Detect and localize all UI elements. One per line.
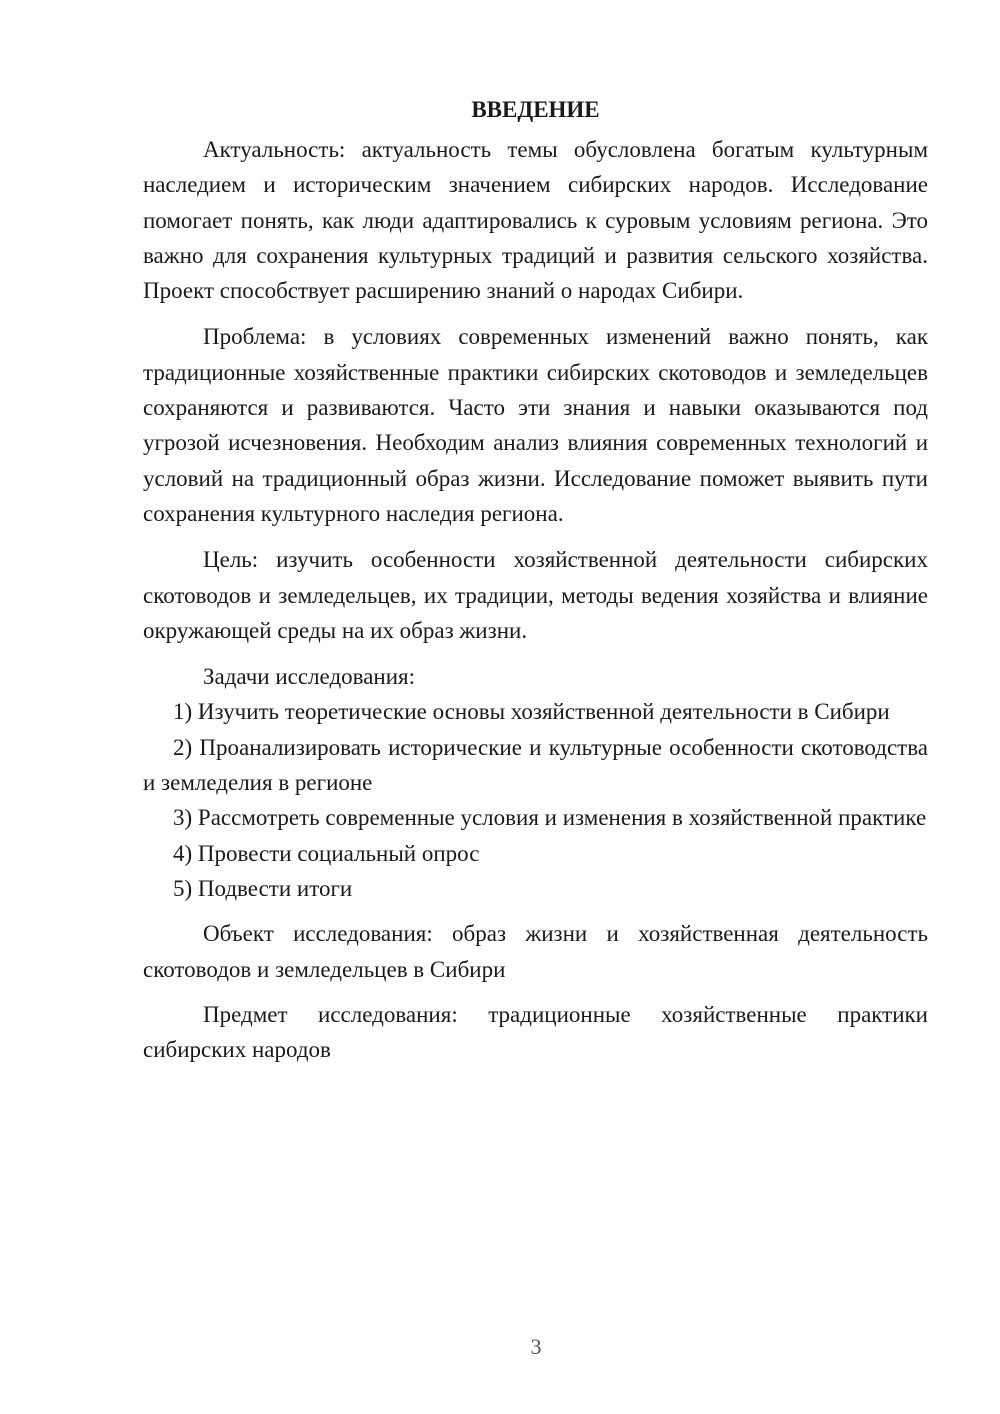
- paragraph-object: Объект исследования: образ жизни и хозяйственная деятельность скотоводов и земледельцев в Сибири: [143, 921, 928, 982]
- page-number: 3: [530, 1334, 542, 1359]
- task-item-3: 3) Рассмотреть современные условия и изменения в хозяйственной практике: [173, 805, 927, 831]
- section-title: ВВЕДЕНИЕ: [471, 97, 600, 122]
- task-item-1: 1) Изучить теоретические основы хозяйственной деятельности в Сибири: [173, 699, 890, 725]
- task-item-5: 5) Подвести итоги: [173, 875, 353, 901]
- paragraph-problem: Проблема: в условиях современных изменений важно понять, как традиционные хозяйственные практики сибирских скотоводов и земледельцев сохраняются и развиваются. Часто эти знания и навыки оказываются под угрозой исчезновения. Необходим анализ влияния современных технологий и условий на традиционный образ жизни. Исследование поможет выявить пути сохранения культурного наследия региона.: [143, 324, 928, 526]
- paragraph-relevance: Актуальность: актуальность темы обусловлена богатым культурным наследием и историческим значением сибирских народов. Исследование помогает понять, как люди адаптировались к суровым условиям региона. Это важно для сохранения культурных традиций и развития сельского хозяйства. Проект способствует расширению знаний о народах Сибири.: [143, 137, 928, 304]
- paragraph-subject: Предмет исследования: традиционные хозяйственные практики сибирских народов: [143, 1001, 928, 1063]
- task-item-2: 2) Проанализировать исторические и культурные особенности скотоводства и земледелия в регионе: [143, 734, 928, 796]
- paragraph-goal: Цель: изучить особенности хозяйственной деятельности сибирских скотоводов и земледельцев, их традиции, методы ведения хозяйства и влияние окружающей среды на их образ жизни.: [143, 547, 928, 643]
- task-item-4: 4) Провести социальный опрос: [173, 840, 480, 866]
- page-content: [143, 92, 928, 1067]
- paragraph-tasks-heading: Задачи исследования:: [203, 664, 416, 690]
